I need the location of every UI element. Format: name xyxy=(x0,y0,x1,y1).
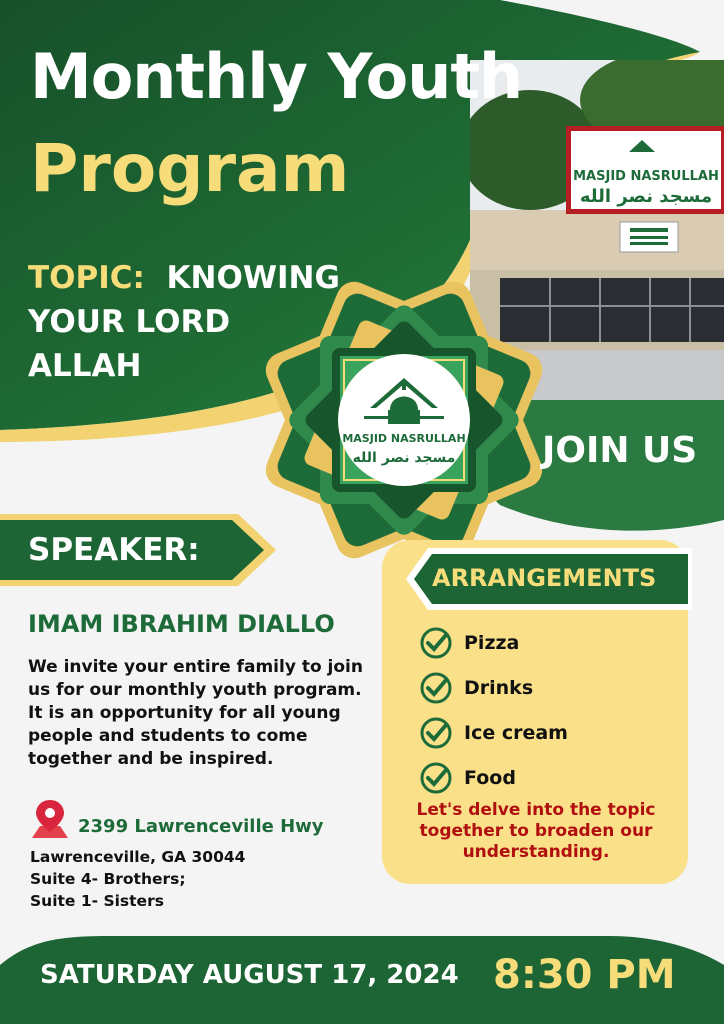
event-date: SATURDAY AUGUST 17, 2024 xyxy=(40,960,459,990)
sign-english: MASJID NASRULLAH xyxy=(573,169,719,184)
address-city: Lawrenceville, GA 30044 xyxy=(30,848,246,866)
arrangements-list xyxy=(420,620,568,800)
arrangement-label: Food xyxy=(464,766,516,789)
check-circle-icon xyxy=(420,762,452,794)
topic-block xyxy=(28,256,388,388)
arrangement-item xyxy=(420,620,568,665)
check-circle-icon xyxy=(420,627,452,659)
topic-label: TOPIC: xyxy=(28,260,145,296)
join-us-heading: JOIN US xyxy=(542,430,698,471)
sign-arabic: مسجد نصر الله xyxy=(579,186,713,207)
speaker-name: IMAM IBRAHIM DIALLO xyxy=(28,610,335,638)
title-line2: Program xyxy=(30,130,350,207)
arrangement-label: Ice cream xyxy=(464,721,568,744)
arrangement-label: Pizza xyxy=(464,631,520,654)
title-line1: Monthly Youth xyxy=(30,40,523,113)
arrangement-item xyxy=(420,710,568,755)
address-street: 2399 Lawrenceville Hwy xyxy=(78,816,324,837)
arrangement-item xyxy=(420,755,568,800)
arrangement-item xyxy=(420,665,568,710)
map-pin-icon xyxy=(30,798,70,840)
logo-name-english: MASJID NASRULLAH xyxy=(342,432,466,445)
arrangements-title: ARRANGEMENTS xyxy=(432,564,657,592)
address-suite-sisters: Suite 1- Sisters xyxy=(30,892,164,910)
invitation-text: We invite your entire family to join us for our monthly youth program. It is an opportunity for all young people and students to come together and be inspired. xyxy=(28,657,363,769)
arrangement-label: Drinks xyxy=(464,676,534,699)
check-circle-icon xyxy=(420,717,452,749)
closing-note: Let's delve into the topic together to broaden our understanding. xyxy=(416,800,656,862)
topic-line2: YOUR LORD xyxy=(28,304,231,340)
topic-line3: ALLAH xyxy=(28,348,142,384)
address-suite-brothers: Suite 4- Brothers; xyxy=(30,870,186,888)
event-time: 8:30 PM xyxy=(493,952,676,998)
logo-name-arabic: مسجد نصر الله xyxy=(352,450,456,466)
address-details xyxy=(30,846,245,912)
speaker-label: SPEAKER: xyxy=(28,532,200,568)
check-circle-icon xyxy=(420,672,452,704)
topic-line1: KNOWING xyxy=(166,260,340,296)
